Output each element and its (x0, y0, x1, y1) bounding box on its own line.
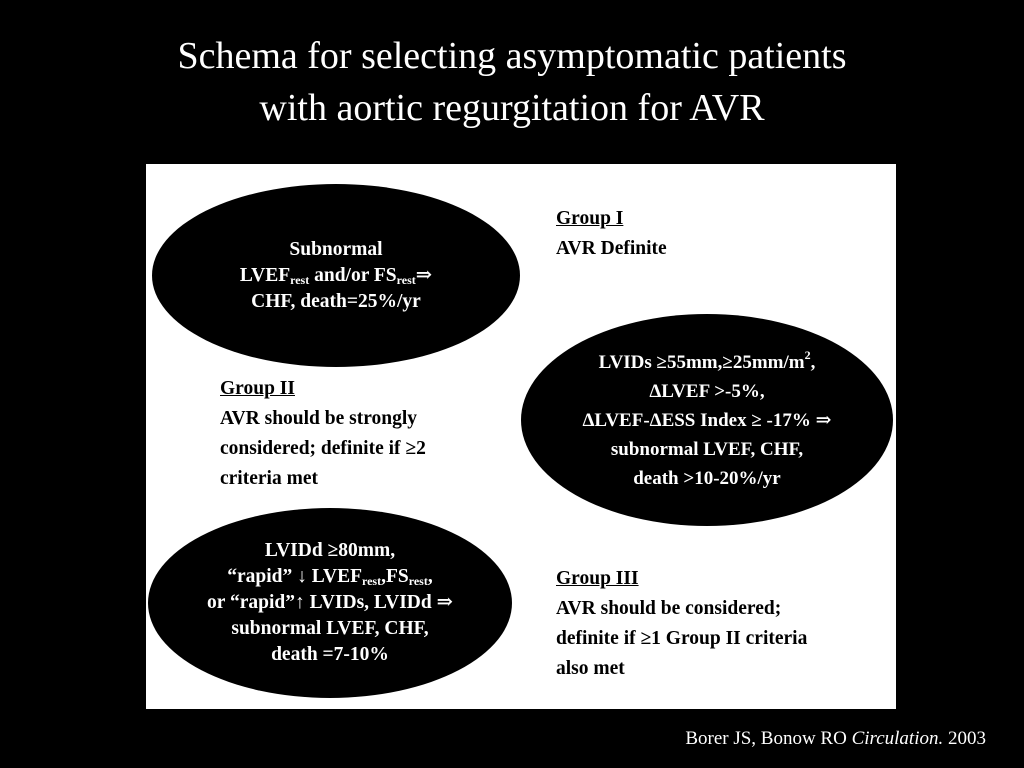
title-line-2: with aortic regurgitation for AVR (259, 87, 765, 129)
citation (685, 728, 986, 750)
citation-journal: Circulation. (851, 728, 944, 749)
group-2-text-3: criteria met (220, 468, 318, 489)
e3-rest-sub-b: rest (408, 574, 428, 588)
e1-andor: and/or FS (309, 264, 397, 286)
e1-line-1: Subnormal (289, 238, 383, 260)
e2-line-1-end: , (810, 351, 816, 373)
e2-sup: 2 (804, 347, 811, 362)
e1-lvef: LVEF (239, 264, 291, 286)
group-3-label (556, 564, 886, 684)
group-3-text-3: also met (556, 658, 625, 679)
diagram-panel (146, 164, 896, 709)
e2-line-4: subnormal LVEF, CHF, (610, 438, 804, 460)
e2-line-5: death >10-20%/yr (633, 467, 781, 489)
e3-line-1: LVIDd ≥80mm, (264, 540, 396, 561)
group-3-text-1: AVR should be considered; (556, 598, 782, 619)
group-2-heading: Group II (220, 378, 295, 399)
e3-l2c: ,FS (381, 566, 409, 587)
e2-line-1-b: ≥25mm/m (722, 351, 805, 373)
e3-line-3: or “rapid”↑ LVIDs, LVIDd ⇒ (207, 592, 453, 613)
group-1-text: AVR Definite (556, 238, 667, 259)
e1-rest-sub-a: rest (290, 272, 310, 287)
group-3-heading: Group III (556, 568, 639, 589)
e3-l2e: , (427, 566, 433, 587)
group-1-heading: Group I (556, 208, 624, 229)
group-3-text-2: definite if ≥1 Group II criteria (556, 628, 808, 649)
citation-year: 2003 (943, 728, 986, 749)
group-1-criteria-ellipse (152, 184, 520, 367)
e3-rest-sub-a: rest (362, 574, 382, 588)
e1-rest-sub-b: rest (396, 272, 416, 287)
group-2-label (220, 374, 510, 494)
e3-line-5: death =7-10% (271, 644, 389, 665)
group-2-text-1: AVR should be strongly (220, 408, 418, 429)
e2-line-1-a: LVIDs ≥55mm, (598, 351, 723, 373)
citation-authors: Borer JS, Bonow RO (685, 728, 852, 749)
group-3-criteria-ellipse (148, 508, 512, 698)
group-2-criteria-ellipse (521, 314, 893, 526)
title-line-1: Schema for selecting asymptomatic patients (177, 35, 847, 77)
e1-arrow: ⇒ (415, 264, 433, 286)
e3-l2a: “rapid” ↓ LVEF (227, 566, 362, 587)
e1-line-2 (240, 263, 432, 289)
group-1-label (556, 204, 667, 264)
e1-line-3: CHF, death=25%/yr (251, 290, 421, 312)
e2-line-3: ΔLVEF-ΔESS Index ≥ -17% ⇒ (582, 409, 832, 431)
e2-line-1 (599, 348, 816, 377)
e2-line-2: ΔLVEF >-5%, (649, 380, 765, 402)
slide-title (0, 30, 1024, 134)
e3-line-2 (227, 564, 432, 590)
group-2-text-2: considered; definite if ≥2 (220, 438, 426, 459)
e3-line-4: subnormal LVEF, CHF, (231, 618, 429, 639)
